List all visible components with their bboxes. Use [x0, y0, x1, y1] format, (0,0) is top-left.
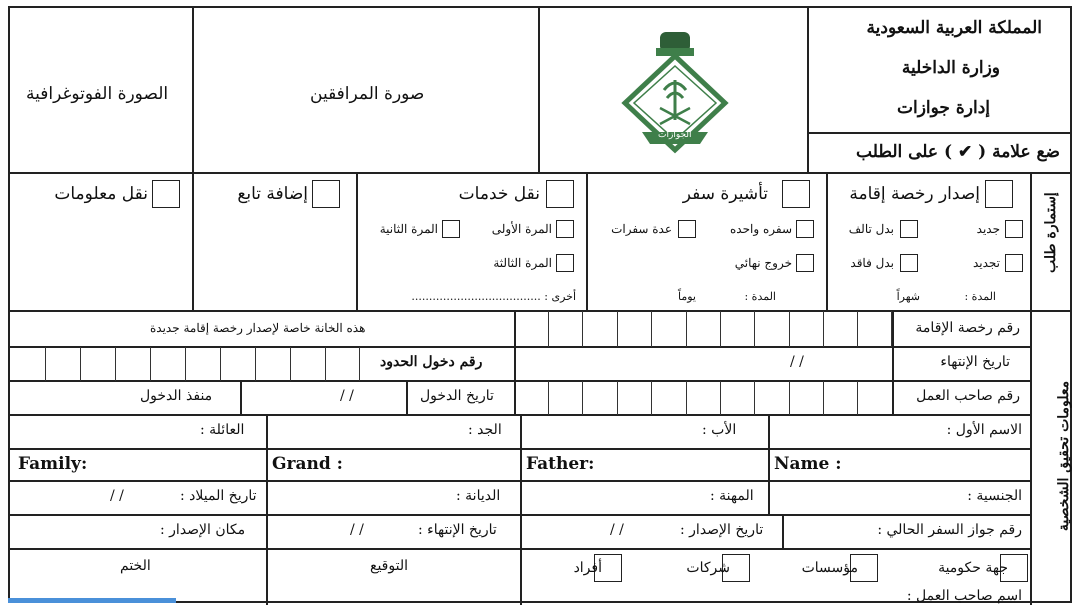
row6-col-2 — [520, 481, 522, 549]
services-side-col — [1030, 173, 1032, 311]
personal-info-side-label: معلومات تحقيق الشخصية — [1056, 380, 1072, 532]
residency-number-cells[interactable] — [514, 311, 892, 347]
name-col-3 — [266, 415, 268, 481]
transfer-second-checkbox[interactable] — [442, 220, 460, 238]
family-en-label: Family: — [18, 454, 88, 474]
department-name: إدارة جوازات — [896, 98, 990, 118]
entry-port-split — [240, 381, 242, 415]
residency-no-label: رقم رخصة الإقامة — [915, 320, 1020, 336]
issue-place-label: مكان الإصدار : — [160, 522, 246, 538]
transfer-info-checkbox[interactable] — [152, 180, 180, 208]
first-name-label: الاسم الأول : — [946, 422, 1022, 438]
residency-lost-checkbox[interactable] — [900, 254, 918, 272]
residency-damaged-checkbox[interactable] — [900, 220, 918, 238]
employer-name-label: اسم صاحب العمل : — [906, 588, 1022, 604]
visa-single-label: سفره واحده — [730, 222, 792, 236]
residency-duration-unit: شهراً — [896, 290, 920, 303]
expiry-date-label: تاريخ الإنتهاء — [940, 354, 1010, 370]
header-col-1 — [192, 8, 194, 173]
name-col-1 — [768, 415, 770, 481]
employer-no-label: رقم صاحب العمل — [916, 388, 1020, 404]
entry-date-label: تاريخ الدخول — [420, 388, 494, 404]
add-dependent-label: إضافة تابع — [237, 184, 308, 204]
services-col-4 — [192, 173, 194, 311]
blue-underline-artifact — [8, 598, 176, 603]
father-en-label: Father: — [526, 454, 595, 474]
transfer-third-checkbox[interactable] — [556, 254, 574, 272]
header-divider — [10, 172, 1070, 174]
row6-col-1 — [768, 481, 770, 515]
signature-label: التوقيع — [370, 558, 408, 574]
country-name: المملكة العربية السعودية — [866, 18, 1042, 38]
residency-damaged-label: بدل تالف — [848, 222, 894, 236]
issue-date-label: تاريخ الإصدار : — [680, 522, 764, 538]
companions-photo-label: صورة المرافقين — [310, 84, 425, 104]
border-entry-label: رقم دخول الحدود — [380, 354, 483, 370]
transfer-checkbox[interactable] — [546, 180, 574, 208]
entry-port-label: منفذ الدخول — [140, 388, 213, 404]
stamp-label: الختم — [120, 558, 151, 574]
visa-final-exit-label: خروج نهائي — [734, 256, 792, 270]
passport-no-label: رقم جواز السفر الحالي : — [877, 522, 1022, 538]
name-en-label: Name : — [774, 454, 842, 474]
header-col-2 — [538, 8, 540, 173]
visa-single-checkbox[interactable] — [796, 220, 814, 238]
birth-date-slashes: / / — [110, 488, 124, 504]
visa-multiple-checkbox[interactable] — [678, 220, 696, 238]
applicant-photo-label: الصورة الفوتوغرافية — [26, 84, 169, 104]
ministry-name: وزارة الداخلية — [901, 58, 1000, 78]
grand-en-label: Grand : — [272, 454, 343, 474]
entry-date-slashes: / / — [340, 388, 354, 404]
row7-col-1 — [782, 515, 784, 549]
father-label: الأب : — [702, 422, 737, 438]
companies-label: شركات — [686, 560, 730, 576]
family-label: العائلة : — [200, 422, 245, 438]
request-form-side-label: إستمارة طلب — [1043, 192, 1059, 273]
visa-duration-unit: يوماً — [678, 290, 696, 303]
residency-new-checkbox[interactable] — [1005, 220, 1023, 238]
residency-new-label: جديد — [976, 222, 1000, 236]
row6-col-3 — [266, 481, 268, 549]
residency-renew-label: تجديد — [972, 256, 1000, 270]
visa-final-exit-checkbox[interactable] — [796, 254, 814, 272]
passports-logo — [620, 28, 730, 158]
nationality-label: الجنسية : — [967, 488, 1022, 504]
residency-application-form — [8, 6, 1072, 603]
label-col-split — [892, 311, 894, 415]
birth-date-label: تاريخ الميلاد : — [180, 488, 257, 504]
transfer-third-label: المرة الثالثة — [493, 256, 552, 270]
grandfather-label: الجد : — [468, 422, 502, 438]
row8-col-2 — [266, 549, 268, 605]
transfer-title: نقل خدمات — [458, 184, 540, 204]
border-entry-cells[interactable] — [10, 347, 360, 381]
entry-date-split — [406, 381, 408, 415]
employer-number-cells[interactable] — [514, 381, 892, 415]
residency-checkbox[interactable] — [985, 180, 1013, 208]
issue-expiry-slashes: / / — [350, 522, 364, 538]
expiry-date-slashes: / / — [790, 354, 804, 370]
issue-date-slashes: / / — [610, 522, 624, 538]
visa-multiple-label: عدة سفرات — [611, 222, 672, 236]
visa-duration-label: المدة : — [744, 290, 776, 303]
institutions-label: مؤسسات — [801, 560, 858, 576]
logo-text: الجوازات — [658, 130, 692, 140]
residency-renew-checkbox[interactable] — [1005, 254, 1023, 272]
services-col-2 — [586, 173, 588, 311]
profession-label: المهنة : — [710, 488, 754, 504]
services-col-3 — [356, 173, 358, 311]
mark-instruction: ضع علامة ( ✔ ) على الطلب — [856, 142, 1060, 162]
issue-expiry-label: تاريخ الإنتهاء : — [418, 522, 497, 538]
transfer-other-label: أخرى : ..................................... — [411, 290, 576, 303]
religion-label: الديانة : — [456, 488, 501, 504]
individuals-label: أفراد — [573, 560, 602, 576]
add-dependent-checkbox[interactable] — [312, 180, 340, 208]
gov-entity-label: جهة حكومية — [938, 560, 1008, 576]
residency-lost-label: بدل فاقد — [850, 256, 894, 270]
visa-title: تأشيرة سفر — [682, 184, 768, 204]
data-side-col — [1030, 311, 1032, 605]
new-residency-note: هذه الخانة خاصة لإصدار رخصة إقامة جديدة — [150, 321, 366, 335]
transfer-first-checkbox[interactable] — [556, 220, 574, 238]
residency-title: إصدار رخصة إقامة — [849, 184, 980, 204]
name-col-2 — [520, 415, 522, 481]
residency-duration-label: المدة : — [964, 290, 996, 303]
visa-checkbox[interactable] — [782, 180, 810, 208]
transfer-second-label: المرة الثانية — [379, 222, 438, 236]
header-row-split — [807, 132, 1070, 134]
header-col-3 — [807, 8, 809, 173]
services-col-1 — [826, 173, 828, 311]
transfer-first-label: المرة الأولى — [491, 222, 552, 236]
transfer-info-label: نقل معلومات — [54, 184, 148, 204]
row8-col-1 — [520, 549, 522, 605]
